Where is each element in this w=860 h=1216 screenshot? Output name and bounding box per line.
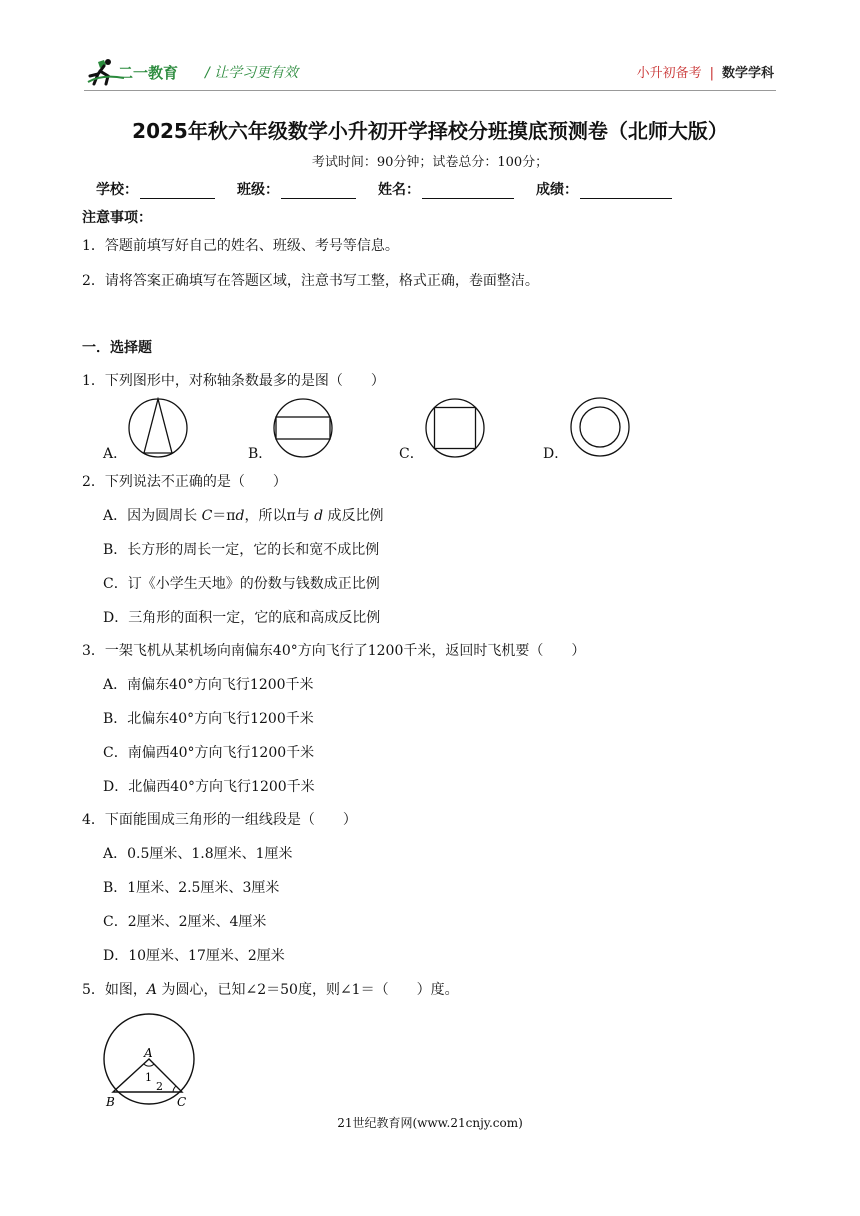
q4-option-b[interactable]: B．1厘米、2.5厘米、3厘米 [103,880,280,896]
q3-option-b[interactable]: B．北偏东40°方向飞行1200千米 [103,711,314,727]
notice-heading: 注意事项： [82,210,152,226]
q2-a-post: 成反比例 [323,508,384,524]
header-divider [84,90,776,91]
fig-label-b: B [106,1095,115,1109]
class-field[interactable] [237,179,356,199]
header-category: 小升初备考 [636,66,702,81]
q2-a-eq: ＝π [212,508,236,524]
notice-item: 2．请将答案正确填写在答题区域，注意书写工整，格式正确，卷面整洁。 [82,273,539,289]
q2-option-b[interactable]: B．长方形的周长一定，它的长和宽不成比例 [103,542,380,558]
footer: 21世纪教育网(www.21cnjy.com) [337,1116,523,1130]
header-right [637,62,774,81]
svg-text:二一教育: 二一教育 [118,64,179,82]
school-blank[interactable] [140,182,215,199]
q2-option-a[interactable] [103,505,384,525]
name-label: 姓名： [378,182,420,198]
q1-option-c-label[interactable]: C． [399,446,424,462]
question-4-stem: 4．下面能围成三角形的一组线段是（ ） [82,812,357,828]
fig-label-2: 2 [156,1080,163,1093]
q3-option-d[interactable]: D．北偏西40°方向飞行1200千米 [103,779,315,795]
q2-a-var-c: C [201,508,213,524]
q4-option-a[interactable]: A．0.5厘米、1.8厘米、1厘米 [103,846,293,862]
fig-label-c: C [177,1095,187,1109]
header-subject: 数学学科 [721,66,774,81]
name-blank[interactable] [422,182,514,199]
q2-a-text: A．因为圆周长 [103,508,202,524]
q2-option-c[interactable]: C．订《小学生天地》的份数与钱数成正比例 [103,576,380,592]
name-field[interactable] [378,179,514,199]
circle-inscribed-square-icon [424,397,486,459]
runner-logo-icon [84,56,214,90]
q5-stem-pre: 5．如图， [82,982,147,998]
school-label: 学校： [96,182,138,198]
question-3-stem: 3．一架飞机从某机场向南偏东40°方向飞行了1200千米，返回时飞机要（ ） [82,643,586,659]
student-info-row [96,179,694,199]
score-label: 成绩： [536,182,578,198]
concentric-circles-icon [569,396,631,458]
header-separator: | [709,66,714,81]
class-label: 班级： [237,182,279,198]
q4-option-c[interactable]: C．2厘米、2厘米、4厘米 [103,914,267,930]
fig-label-a: A [144,1046,153,1060]
notice-item: 1．答题前填写好自己的姓名、班级、考号等信息。 [82,238,399,254]
q1-option-b-label[interactable]: B． [248,446,273,462]
circle-inscribed-rectangle-icon [272,397,334,459]
circle-triangle-figure [100,1010,200,1110]
score-blank[interactable] [580,182,672,199]
q5-var-a: A [146,982,158,998]
school-field[interactable] [96,179,215,199]
question-1-stem: 1．下列图形中，对称轴条数最多的是图（ ） [82,373,385,389]
fig-label-1: 1 [145,1071,152,1084]
circle-inscribed-triangle-icon [127,397,189,459]
q4-option-d[interactable]: D．10厘米、17厘米、2厘米 [103,948,285,964]
q2-a-mid: ，所以π与 [244,508,315,524]
q5-stem-post: 为圆心，已知∠2＝50度，则∠1＝（ ）度。 [157,982,459,998]
q2-a-var-d: d [235,508,245,524]
q2-a-var-d2: d [314,508,324,524]
header-slogan: / 让学习更有效 [205,65,299,81]
q2-option-d[interactable]: D．三角形的面积一定，它的底和高成反比例 [103,610,381,626]
q3-option-c[interactable]: C．南偏西40°方向飞行1200千米 [103,745,315,761]
class-blank[interactable] [281,182,356,199]
q1-option-d-label[interactable]: D． [543,446,569,462]
question-5-stem [82,979,459,999]
score-field[interactable] [536,179,672,199]
q1-option-a-label[interactable]: A． [103,446,128,462]
question-2-stem: 2．下列说法不正确的是（ ） [82,474,287,490]
logo [84,56,214,90]
q3-option-a[interactable]: A．南偏东40°方向飞行1200千米 [103,677,314,693]
exam-meta: 考试时间：90分钟；试卷总分：100分； [311,155,549,170]
page-title: 2025年秋六年级数学小升初开学择校分班摸底预测卷（北师大版） [132,119,728,143]
section-heading: 一．选择题 [82,340,152,356]
